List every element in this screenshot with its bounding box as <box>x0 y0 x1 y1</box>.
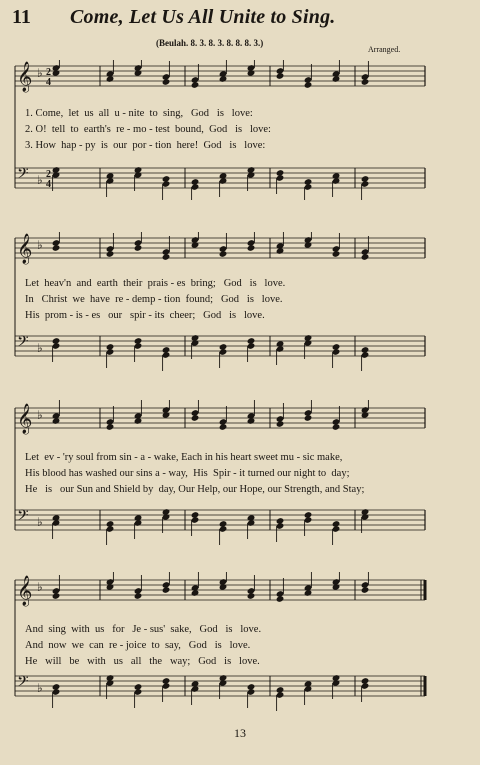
flat-icon: ♭ <box>37 66 43 80</box>
note-head <box>52 244 61 252</box>
note-head <box>191 414 200 422</box>
note-head <box>361 253 370 261</box>
time-signature-top: 2 <box>46 169 51 180</box>
flat-icon: ♭ <box>37 173 43 187</box>
treble-clef-icon: 𝄞 <box>17 62 33 92</box>
treble-staff <box>15 400 425 435</box>
time-signature-top: 2 <box>46 67 51 78</box>
note-head <box>304 81 313 89</box>
time-signature-bottom: 4 <box>46 77 51 88</box>
treble-clef-icon: 𝄞 <box>17 404 33 434</box>
bass-clef-icon: 𝄢 <box>17 507 29 528</box>
note-head <box>134 592 143 600</box>
lyric-verse-2: His blood has washed our sins a - way, His Spir - it turned our night to day; <box>25 468 350 479</box>
lyric-verse-2: In Christ we have re - demp - tion found; God is love. <box>25 294 283 305</box>
note-head <box>361 78 370 86</box>
note-head <box>219 250 228 258</box>
lyric-verse-2: And now we can re - joice to say, God is love. <box>25 640 251 651</box>
bass-staff <box>15 673 425 711</box>
bass-clef-icon: 𝄢 <box>17 333 29 354</box>
bass-staff <box>15 507 425 545</box>
bass-staff <box>15 165 425 200</box>
note-head <box>52 592 61 600</box>
lyric-verse-1: 1. Come, let us all u - nite to sing, God is love: <box>25 108 253 119</box>
note-head <box>191 81 200 89</box>
note-head <box>106 423 115 431</box>
note-head <box>332 423 341 431</box>
note-head <box>219 423 228 431</box>
note-head <box>304 414 313 422</box>
flat-icon: ♭ <box>37 408 43 422</box>
music-system-3 <box>10 400 430 550</box>
flat-icon: ♭ <box>37 341 43 355</box>
bass-clef-icon: 𝄢 <box>17 165 29 186</box>
treble-staff <box>15 60 425 93</box>
note-head <box>247 244 256 252</box>
note-head <box>276 72 285 80</box>
note-head <box>134 244 143 252</box>
tune-meter: (Beulah. 8. 3. 8. 3. 8. 8. 8. 3.) <box>156 38 264 48</box>
music-system-2 <box>10 232 430 372</box>
music-system-1 <box>10 60 430 200</box>
flat-icon: ♭ <box>37 238 43 252</box>
note-head <box>106 250 115 258</box>
treble-staff <box>15 232 425 265</box>
flat-icon: ♭ <box>37 515 43 529</box>
hymn-title: Come, Let Us All Unite to Sing. <box>70 6 336 28</box>
note-head <box>247 592 256 600</box>
lyric-verse-1: Let heav'n and earth their prais - es bring; God is love. <box>25 278 286 289</box>
music-system-4 <box>10 572 430 712</box>
lyric-verse-2: 2. O! tell to earth's re - mo - test bound, God is love: <box>25 124 271 135</box>
note-head <box>332 250 341 258</box>
hymn-number: 11 <box>12 6 31 28</box>
note-head <box>162 78 171 86</box>
lyric-verse-1: And sing with us for Je - sus' sake, God is love. <box>25 624 262 635</box>
arranger-credit: Arranged. <box>368 45 401 54</box>
flat-icon: ♭ <box>37 580 43 594</box>
treble-staff <box>15 572 425 607</box>
lyric-verse-1: Let ev - 'ry soul from sin - a - wake, Each in his heart sweet mu - sic make, <box>25 452 343 463</box>
note-head <box>276 420 285 428</box>
lyric-verse-3: He will be with us all the way; God is love. <box>25 656 260 667</box>
page-number: 13 <box>234 726 246 740</box>
lyric-verse-3: His prom - is - es our spir - its cheer; God is love. <box>25 310 265 321</box>
note-head <box>162 253 171 261</box>
note-head <box>276 595 285 603</box>
flat-icon: ♭ <box>37 681 43 695</box>
treble-clef-icon: 𝄞 <box>17 576 33 606</box>
lyric-verse-3: 3. How hap - py is our por - tion here! God is love: <box>25 140 266 151</box>
bass-staff <box>15 333 425 371</box>
bass-clef-icon: 𝄢 <box>17 673 29 694</box>
note-head <box>162 586 171 594</box>
treble-clef-icon: 𝄞 <box>17 234 33 264</box>
lyric-verse-3: He is our Sun and Shield by day, Our Help, our Hope, our Strength, and Stay; <box>25 484 365 495</box>
note-head <box>361 586 370 594</box>
time-signature-bottom: 4 <box>46 179 51 190</box>
